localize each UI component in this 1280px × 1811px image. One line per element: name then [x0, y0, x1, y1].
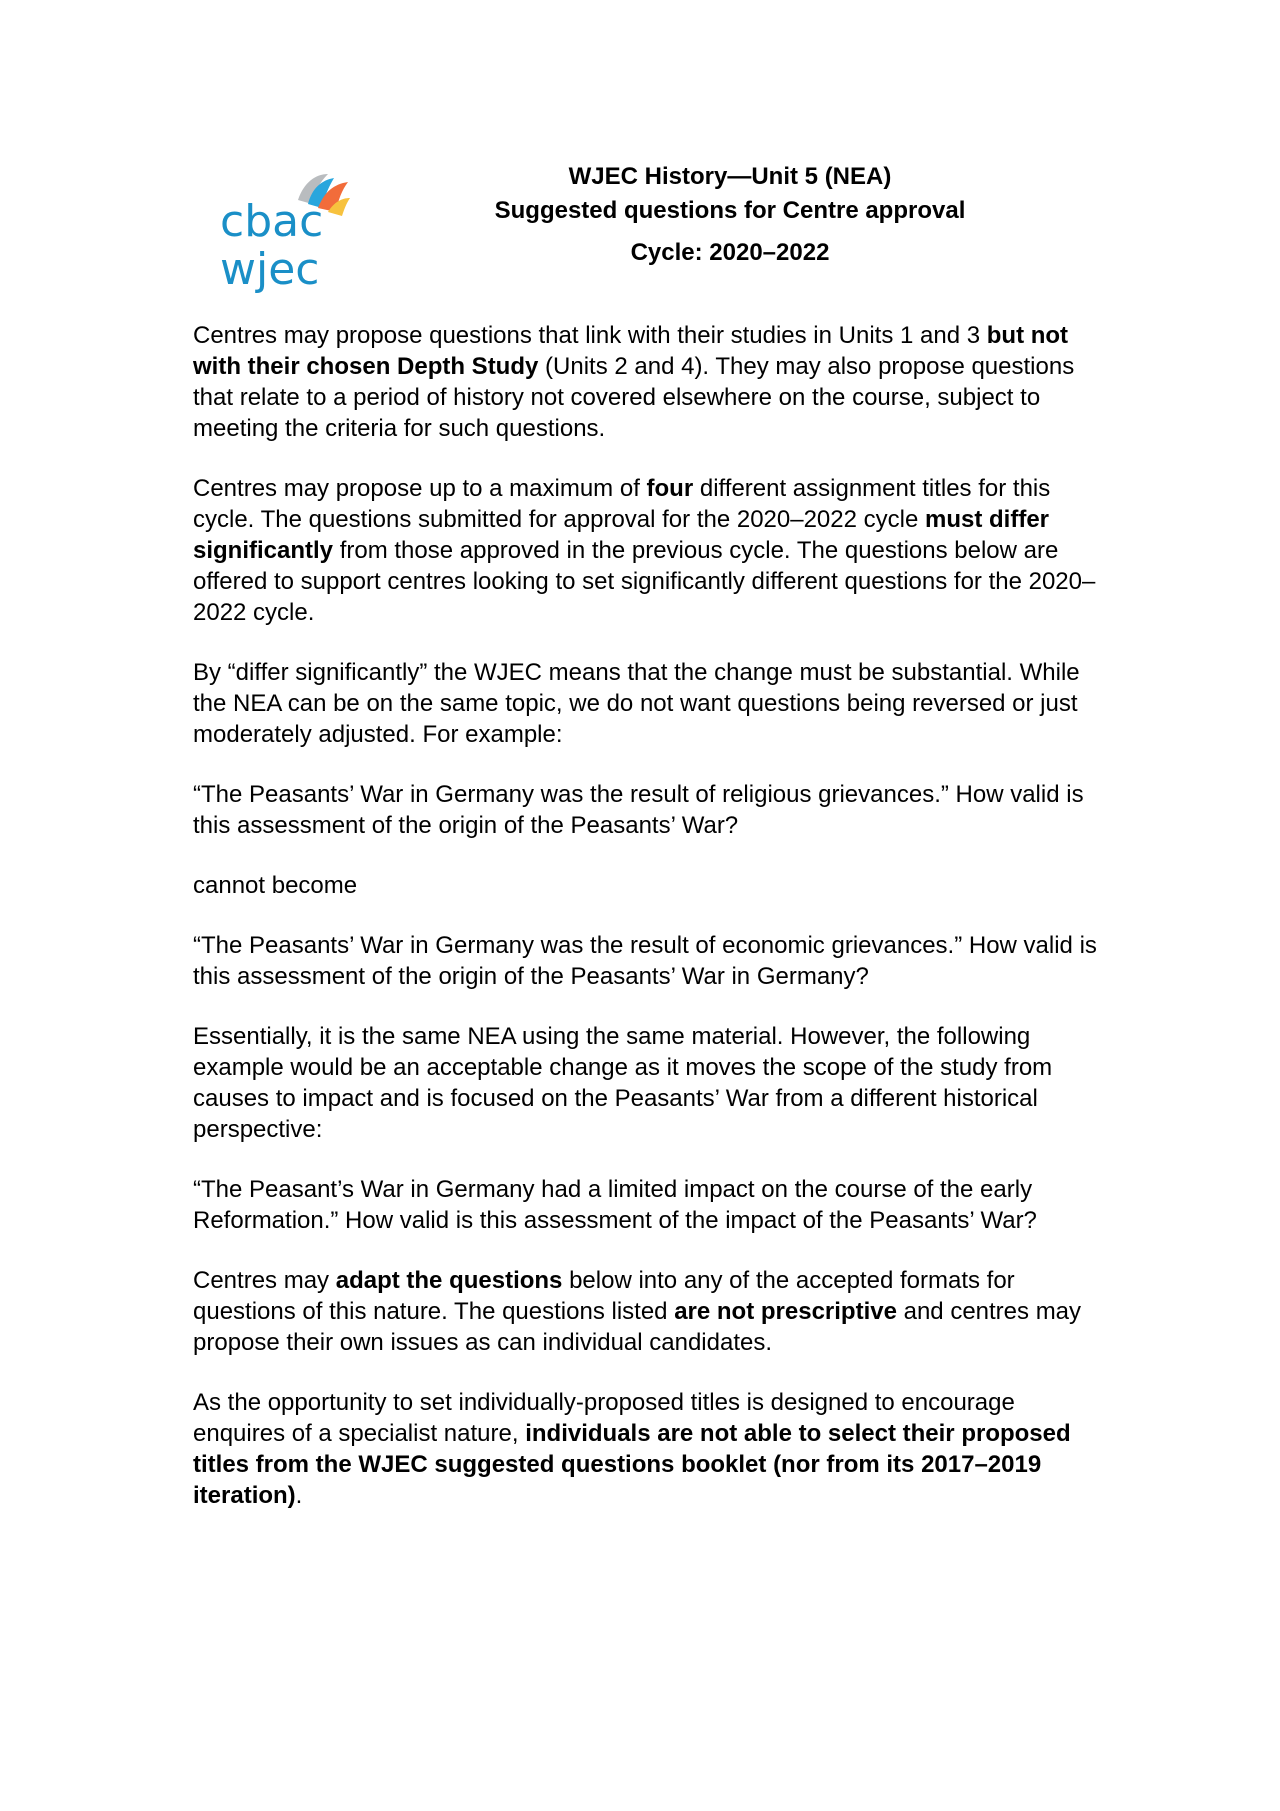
paragraph-2-text-c: different assignment titles for this cycle. The questions submitted for approval for the 2020–2022 cycle [193, 475, 1051, 533]
paragraph-9-text-e: and centres may propose their own issues as can individual candidates. [193, 1298, 1082, 1356]
paragraph-2-emphasis-differ: must differ significantly [193, 506, 1050, 564]
document-body [193, 320, 1113, 1540]
paragraph-10 [193, 1387, 1113, 1511]
paragraph-9-text-c: below into any of the accepted formats for questions of this nature. The questions listed [193, 1267, 1015, 1325]
paragraph-1-emphasis: but not with their chosen Depth Study [193, 322, 1069, 380]
example-question-3: “The Peasant’s War in Germany had a limited impact on the course of the early Reformation.” How valid is this assessment of the impact of the Peasants’ War? [193, 1176, 1037, 1234]
document-title: WJEC History—Unit 5 (NEA) [568, 163, 892, 190]
paragraph-2-emphasis-four: four [646, 475, 694, 502]
paragraph-10-emphasis: individuals are not able to select their proposed titles from the WJEC suggested questions booklet (nor from its 2017–2019 iteration) [193, 1420, 1071, 1509]
logo-text-wjec: wjec [220, 244, 320, 295]
paragraph-2-text-e: from those approved in the previous cycle. The questions below are offered to support centres looking to set significantly different questions for the 2020–2022 cycle. [193, 537, 1096, 626]
paragraph-2 [193, 473, 1113, 628]
paragraph-7: Essentially, it is the same NEA using the same material. However, the following example would be an acceptable change as it moves the scope of the study from causes to impact and is focused on the Peasants’ War from a different historical perspective: [193, 1023, 1053, 1143]
paragraph-1 [193, 320, 1113, 444]
paragraph-9 [193, 1265, 1113, 1358]
document-header [400, 160, 1060, 270]
paragraph-cannot-become: cannot become [193, 872, 358, 899]
document-cycle: Cycle: 2020–2022 [630, 239, 830, 266]
paragraph-3: By “differ significantly” the WJEC means that the change must be substantial. While the NEA can be on the same topic, we do not want questions being reversed or just moderately adjusted. For example: [193, 659, 1080, 748]
paragraph-9-emphasis-prescriptive: are not prescriptive [674, 1298, 897, 1325]
example-question-2: “The Peasants’ War in Germany was the result of economic grievances.” How valid is this assessment of the origin of the Peasants’ War in Germany? [193, 932, 1097, 990]
example-question-1: “The Peasants’ War in Germany was the result of religious grievances.” How valid is this assessment of the origin of the Peasants’ War? [193, 781, 1084, 839]
paragraph-2-text-a: Centres may propose up to a maximum of [193, 475, 647, 502]
cbac-wjec-logo-icon [216, 158, 352, 296]
paragraph-10-text-c: . [295, 1482, 303, 1509]
document-subtitle: Suggested questions for Centre approval [494, 197, 966, 224]
paragraph-1-text-c: (Units 2 and 4). They may also propose questions that relate to a period of history not covered elsewhere on the course, subject to meeting the criteria for such questions. [193, 353, 1075, 442]
paragraph-9-emphasis-adapt: adapt the questions [335, 1267, 563, 1294]
logo-text-cbac: cbac [220, 196, 324, 247]
cbac-wjec-logo [216, 158, 352, 296]
paragraph-1-text-a: Centres may propose questions that link with their studies in Units 1 and 3 [193, 322, 987, 349]
paragraph-10-text-a: As the opportunity to set individually-proposed titles is designed to encourage enquires of a specialist nature, [193, 1389, 1015, 1447]
paragraph-9-text-a: Centres may [193, 1267, 336, 1294]
